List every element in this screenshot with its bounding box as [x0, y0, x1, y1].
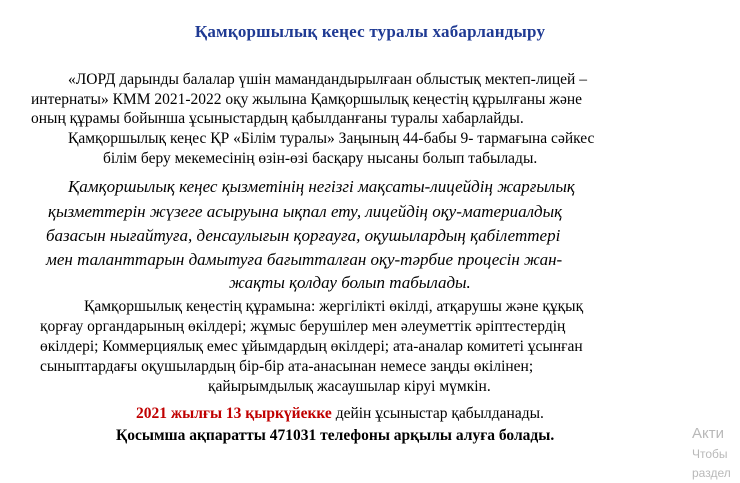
contact-suffix: телефоны арқылы алуға болады.: [316, 427, 555, 444]
contact-prefix: Қосымша ақпаратты: [116, 427, 270, 444]
paragraph-4-line-5: қайырымдылық жасаушылар кіруі мүмкін.: [208, 378, 491, 395]
paragraph-1-line-3: оның құрамы бойынша ұсыныстардың қабылданғаны туралы хабарлайды.: [31, 110, 524, 127]
activation-watermark-line-1: Чтобы: [692, 447, 728, 461]
paragraph-1-line-2: интернаты» КММ 2021-2022 оқу жылына Қамқоршылық кеңестің құрылғаны және: [31, 91, 583, 108]
paragraph-3-line-1: Қамқоршылық кеңес қызметінің негізгі мақсаты-лицейдің жарғылық: [68, 177, 575, 196]
paragraph-2-line-2: білім беру мекемесінің өзін-өзі басқару нысаны болып табылады.: [103, 150, 538, 167]
contact-phone: 471031: [269, 427, 317, 444]
deadline-text: дейін ұсыныстар қабылданады.: [331, 405, 544, 422]
paragraph-3-line-4: мен таланттарын дамытуға бағытталған оқу-тәрбие процесін жан-: [46, 250, 563, 269]
paragraph-4-line-2: қорғау органдарының өкілдері; жұмыс берушілер мен әлеуметтік әріптестердің: [40, 318, 566, 335]
paragraph-4-line-1: Қамқоршылық кеңестің құрамына: жергілікті өкілді, атқарушы және құқық: [84, 298, 584, 315]
deadline-line: [136, 404, 544, 423]
paragraph-3-line-3: базасын нығайтуға, денсаулығын қорғауға, оқушылардың қабілеттері: [46, 226, 561, 245]
contact-line: [116, 426, 554, 445]
paragraph-2-line-1: Қамқоршылық кеңес ҚР «Білім туралы» Заңының 44-бабы 9- тармағына сәйкес: [68, 130, 595, 147]
paragraph-3-line-5: жақты қолдау болып табылады.: [229, 273, 471, 292]
activation-watermark-line-2: раздел: [692, 466, 731, 480]
paragraph-4-line-4: сыныптардағы оқушылардың бір-бір ата-анасынан немесе заңды өкілінен;: [40, 358, 534, 375]
announcement-title: Қамқоршылық кеңес туралы хабарландыру: [194, 22, 546, 41]
deadline-date: 2021 жылғы 13 қыркүйекке: [136, 405, 332, 422]
activation-watermark-heading: Акти: [692, 425, 724, 442]
paragraph-4-line-3: өкілдері; Коммерциялық емес ұйымдардың өкілдері; ата-аналар комитеті ұсынған: [40, 338, 583, 355]
paragraph-1-line-1: «ЛОРД дарынды балалар үшін мамандандырылғаан облыстық мектеп-лицей –: [68, 71, 587, 88]
paragraph-3-line-2: қызметтерін жүзеге асыруына ықпал ету, лицейдің оқу-материалдық: [48, 202, 563, 221]
